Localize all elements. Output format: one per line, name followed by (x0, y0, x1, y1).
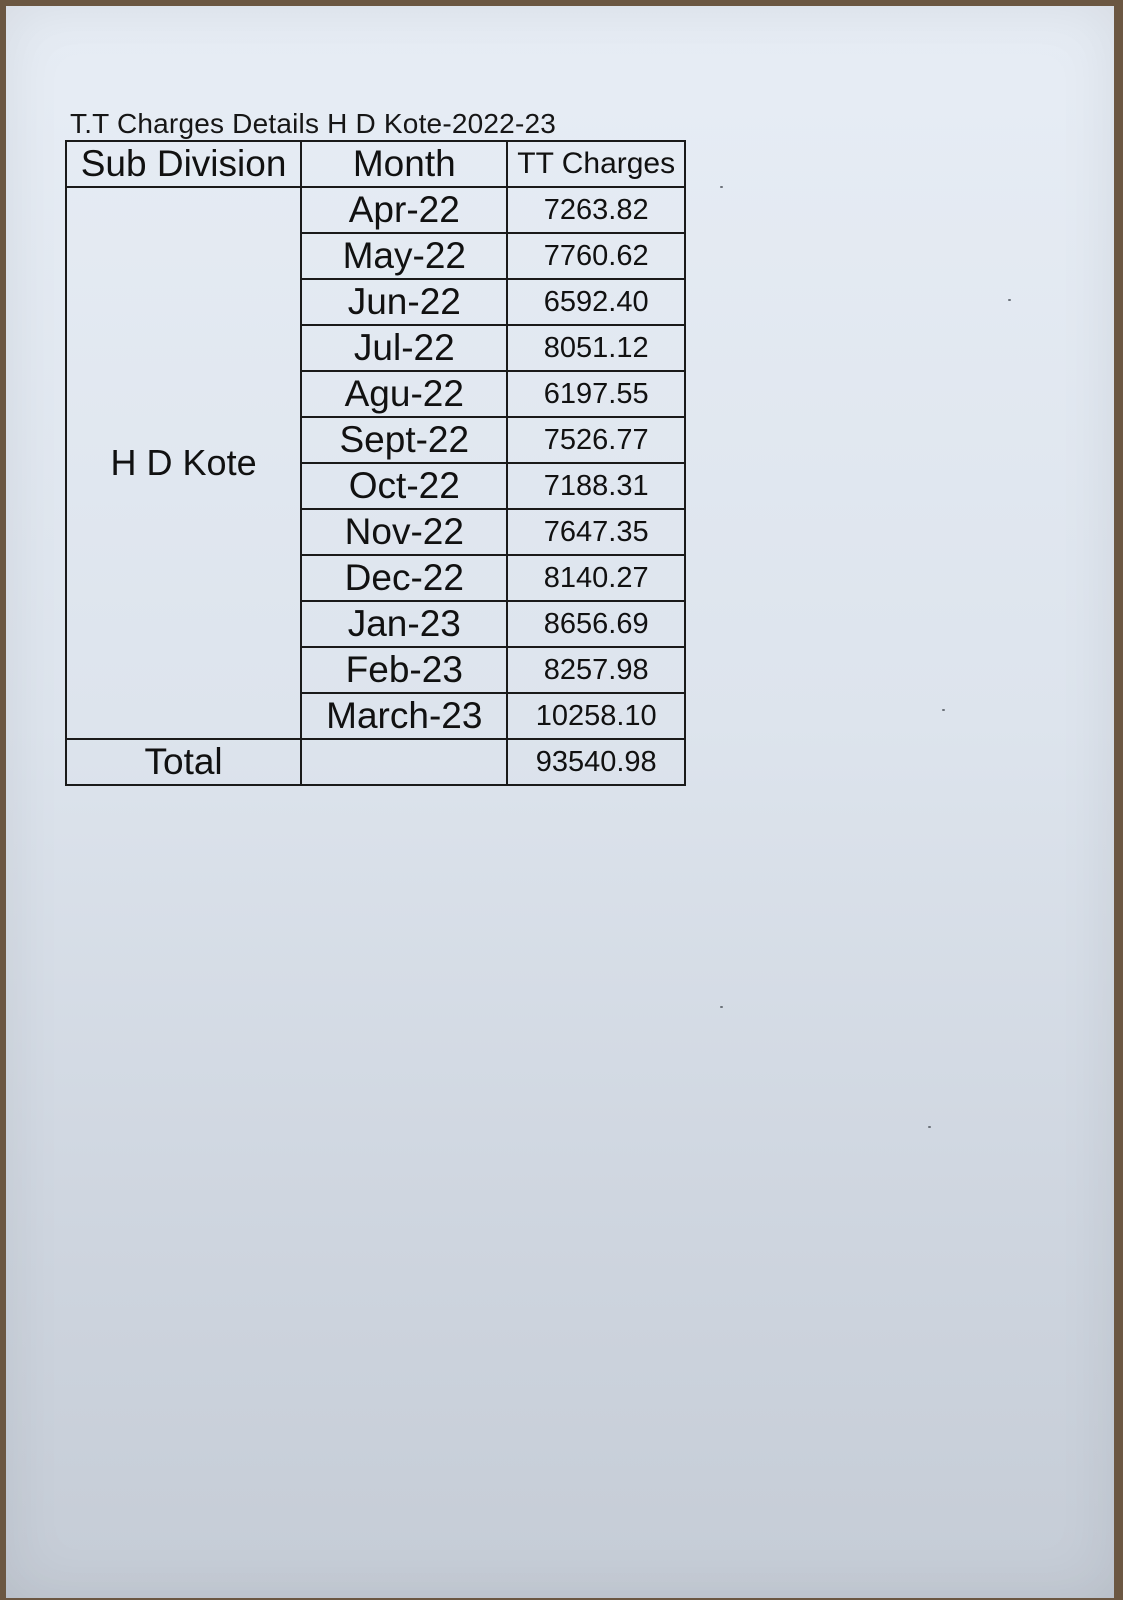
paper-speck (720, 186, 723, 188)
month-cell: May-22 (301, 233, 507, 279)
month-cell: Jul-22 (301, 325, 507, 371)
charge-cell: 6197.55 (507, 371, 685, 417)
charge-cell: 8656.69 (507, 601, 685, 647)
table-row (66, 187, 685, 233)
sub-division-cell: H D Kote (66, 187, 301, 739)
charge-cell: 7188.31 (507, 463, 685, 509)
header-sub-division: Sub Division (66, 141, 301, 187)
charge-cell: 8140.27 (507, 555, 685, 601)
paper-speck (1008, 299, 1011, 301)
month-cell: Jan-23 (301, 601, 507, 647)
charge-cell: 6592.40 (507, 279, 685, 325)
month-cell: Jun-22 (301, 279, 507, 325)
paper-speck (720, 1006, 723, 1008)
month-cell: Apr-22 (301, 187, 507, 233)
charge-cell: 7647.35 (507, 509, 685, 555)
total-empty-cell (301, 739, 507, 785)
charge-cell: 7760.62 (507, 233, 685, 279)
month-cell: March-23 (301, 693, 507, 739)
header-row (66, 141, 685, 187)
month-cell: Dec-22 (301, 555, 507, 601)
document-title: T.T Charges Details H D Kote-2022-23 (70, 108, 557, 139)
total-value: 93540.98 (507, 739, 685, 785)
month-cell: Feb-23 (301, 647, 507, 693)
paper-speck (942, 709, 945, 711)
total-label: Total (66, 739, 301, 785)
month-cell: Sept-22 (301, 417, 507, 463)
header-tt-charges: TT Charges (507, 141, 685, 187)
charge-cell: 7263.82 (507, 187, 685, 233)
header-month: Month (301, 141, 507, 187)
tt-charges-table (65, 140, 686, 786)
charge-cell: 8051.12 (507, 325, 685, 371)
charge-cell: 8257.98 (507, 647, 685, 693)
total-row (66, 739, 685, 785)
paper-speck (928, 1126, 931, 1128)
month-cell: Nov-22 (301, 509, 507, 555)
month-cell: Oct-22 (301, 463, 507, 509)
month-cell: Agu-22 (301, 371, 507, 417)
charge-cell: 7526.77 (507, 417, 685, 463)
charge-cell: 10258.10 (507, 693, 685, 739)
